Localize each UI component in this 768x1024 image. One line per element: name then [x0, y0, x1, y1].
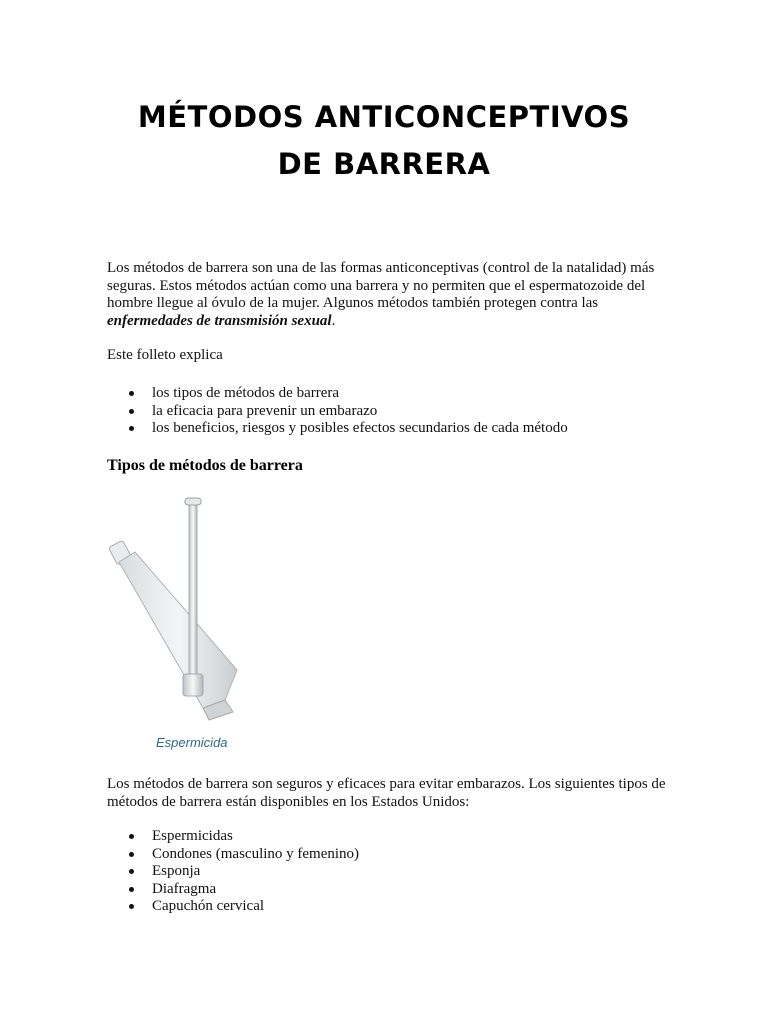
bullet-icon — [129, 834, 134, 839]
section-paragraph: Los métodos de barrera son seguros y eficaces para evitar embarazos. Los siguientes tipos de métodos de barrera están disponibles en los Estados Unidos: — [107, 776, 666, 810]
list-item — [107, 881, 707, 899]
bullet-icon — [129, 904, 134, 909]
list-item — [107, 403, 707, 421]
bullet-icon — [129, 852, 134, 857]
list-item-text: Condones (masculino y femenino) — [152, 845, 360, 862]
title-line-1: MÉTODOS ANTICONCEPTIVOS — [137, 100, 631, 134]
methods-list — [107, 828, 707, 916]
list-item-text: Capuchón cervical — [152, 898, 265, 915]
list-item-text: la eficacia para prevenir un embarazo — [152, 402, 378, 419]
list-item — [107, 898, 707, 916]
bullet-icon — [129, 887, 134, 892]
section-heading: Tipos de métodos de barrera — [107, 457, 303, 474]
figure-caption: Espermicida — [156, 735, 228, 750]
bullet-icon — [129, 426, 134, 431]
bullet-icon — [129, 869, 134, 874]
page-title — [0, 94, 768, 188]
list-item — [107, 385, 707, 403]
intro-end: . — [331, 312, 336, 329]
list-item-text: los beneficios, riesgos y posibles efectos secundarios de cada método — [152, 420, 568, 437]
bullet-icon — [129, 391, 134, 396]
list-item — [107, 420, 707, 438]
intro-text: Los métodos de barrera son una de las formas anticonceptivas (control de la natalidad) más seguras. Estos métodos actúan como una barrera y no permiten que el espermatozoide del hombre llegue al óvulo de la mujer. Algunos métodos también protegen contra las — [107, 260, 655, 312]
spermicide-figure — [105, 490, 255, 758]
bullet-icon — [129, 409, 134, 414]
leaflet-intro: Este folleto explica — [107, 347, 223, 363]
list-item-text: Diafragma — [152, 880, 217, 897]
list-item-text: los tipos de métodos de barrera — [152, 385, 340, 401]
spermicide-tube-applicator-icon — [105, 490, 255, 758]
title-line-2: DE BARRERA — [277, 147, 491, 181]
list-item — [107, 846, 707, 864]
intro-paragraph — [107, 260, 677, 330]
leaflet-list — [107, 385, 707, 438]
list-item-text: Esponja — [152, 863, 201, 880]
intro-emphasis: enfermedades de transmisión sexual — [107, 312, 332, 329]
list-item — [107, 863, 707, 881]
list-item-text: Espermicidas — [152, 828, 233, 844]
list-item — [107, 828, 707, 846]
